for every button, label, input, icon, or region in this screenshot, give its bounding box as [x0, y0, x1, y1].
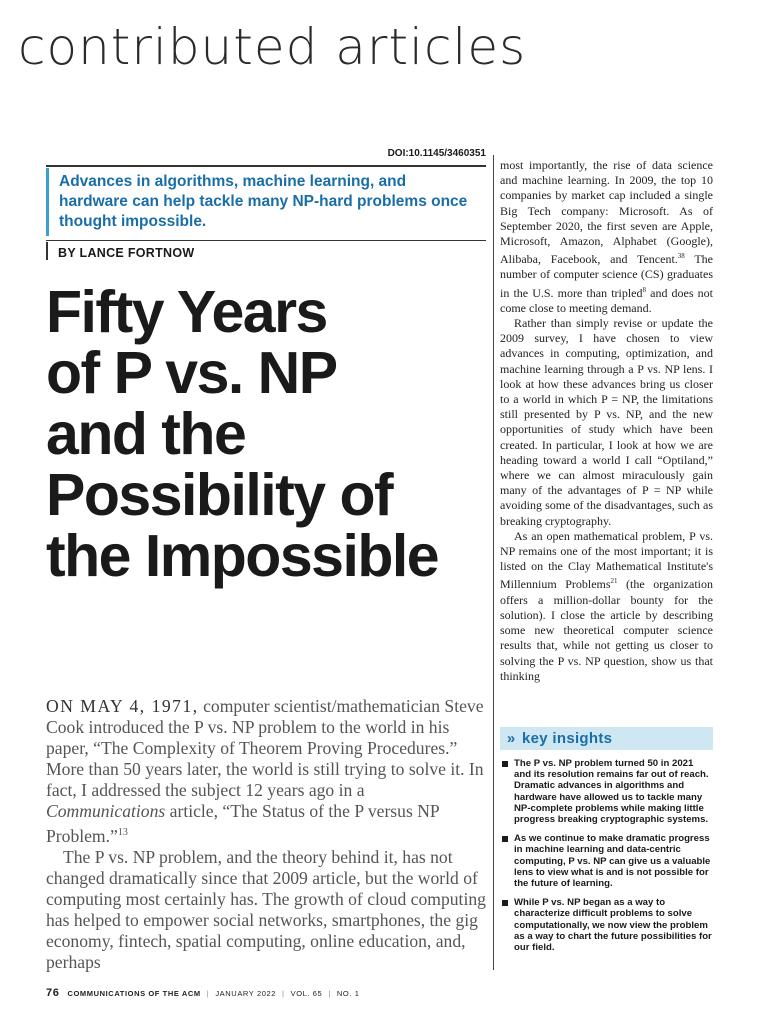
title-line: and the: [46, 401, 246, 467]
issue-number: NO. 1: [336, 989, 360, 998]
byline-rule: [46, 240, 486, 241]
footer-separator: |: [282, 989, 285, 998]
key-insights-title: key insights: [522, 730, 613, 747]
right-paragraph-3: As an open mathematical problem, P vs. NP remains one of the most important; it is listed on the Clay Mathematical Institute's Millennium Problems$^{21}$ (the organization offers a million-dollar bounty for the solution). I close the article by describing some new theoretical computer science results that, while not getting us closer to solving the P vs. NP question, show us that thinking: [500, 528, 713, 683]
citation-ref: 21: [610, 577, 618, 586]
right-paragraph-1: most importantly, the rise of data science and machine learning. In 2009, the top 10 companies by market cap included a single Big Tech company: Microsoft. As of September 2020, the first seven are Apple, Microsoft, Amazon, Alphabet (Google), Alibaba, Facebook, and Tencent.$^{38}$ The number of computer science (CS) graduates in the U.S. more than tripled$^8$ and does not come close to meeting demand.: [500, 158, 713, 315]
intro-paragraph-1: ON MAY 4, 1971, computer scientist/mathematician Steve Cook introduced the P vs. NP problem to the world in his paper, “The Complexity of Theorem Proving Procedures.” More than 50 years later, the world is still trying to solve it. In fact, I addressed the subject 12 years ago in a Communications article, “The Status of the P versus NP Problem.”$^{13}$: [46, 696, 484, 846]
right-column: [500, 158, 713, 684]
title-line: Fifty Years: [46, 279, 327, 345]
key-insight-item: While P vs. NP began as a way to characterize difficult problems to solve computationally, we now view the problem as a way to chart the future possibilities for our field.: [500, 897, 713, 953]
journal-name: COMMUNICATIONS OF THE ACM: [67, 989, 201, 998]
key-insight-item: As we continue to make dramatic progress in machine learning and data-centric computing, P vs. NP can give us a valuable lens to view what is and is not possible for the future of learning.: [500, 833, 713, 889]
page-footer: [46, 987, 646, 999]
page-number: 76: [46, 987, 60, 999]
intro-paragraph-2: The P vs. NP problem, and the theory behind it, has not changed dramatically since that 2009 article, but the world of computing most certainly has. The growth of cloud computing has helped to empower social networks, smartphones, the gig economy, fintech, spatial computing, online education, and, perhaps: [46, 846, 486, 972]
lead-in: ON MAY 4, 1971,: [46, 696, 199, 716]
footer-separator: |: [206, 989, 210, 998]
publication-name: Communications: [46, 801, 166, 821]
intro-text: [46, 696, 486, 973]
citation-ref: 8: [642, 285, 647, 294]
footer-separator: |: [328, 989, 331, 998]
square-bullet-icon: [502, 900, 508, 906]
top-rule: [46, 165, 486, 167]
key-insights-header: [500, 727, 713, 750]
citation-ref: 38: [677, 252, 685, 261]
author-byline: BY LANCE FORTNOW: [46, 242, 486, 260]
section-header: contributed articles: [18, 18, 527, 76]
doi-label: DOI:10.1145/3460351: [387, 148, 486, 159]
double-chevron-icon: »: [506, 730, 516, 747]
title-line: of P vs. NP: [46, 340, 337, 406]
key-insight-item: The P vs. NP problem turned 50 in 2021 and its resolution remains far out of reach. Dramatic advances in algorithms and hardware have allowed us to tackle many NP-complete problems while making little progress breaking cryptographic systems.: [500, 758, 713, 825]
right-paragraph-2: Rather than simply revise or update the 2009 survey, I have chosen to view advances in computing, optimization, and machine learning through a P vs. NP lens. I look at how these advances bring us closer to a world in which P = NP, the limitations still presented by P vs. NP, and the new opportunities of study which have been created. In particular, I look at how we are heading toward a world I call “Optiland,” where we can almost miraculously gain many of the advantages of P = NP while avoiding some of the disadvantages, such as breaking cryptography.: [500, 316, 713, 528]
issue-date: JANUARY 2022: [215, 989, 277, 998]
article-deck: Advances in algorithms, machine learning, and hardware can help tackle many NP-hard problems once thought impossible.: [46, 168, 486, 236]
title-line: Possibility of: [46, 462, 393, 528]
key-insights-list: [500, 758, 713, 961]
column-divider: [493, 155, 494, 970]
square-bullet-icon: [502, 836, 508, 842]
article-title: [46, 279, 486, 589]
title-line: the Impossible: [46, 523, 439, 589]
square-bullet-icon: [502, 761, 508, 767]
citation-ref: 13: [117, 827, 128, 838]
volume: VOL. 65: [290, 989, 323, 998]
